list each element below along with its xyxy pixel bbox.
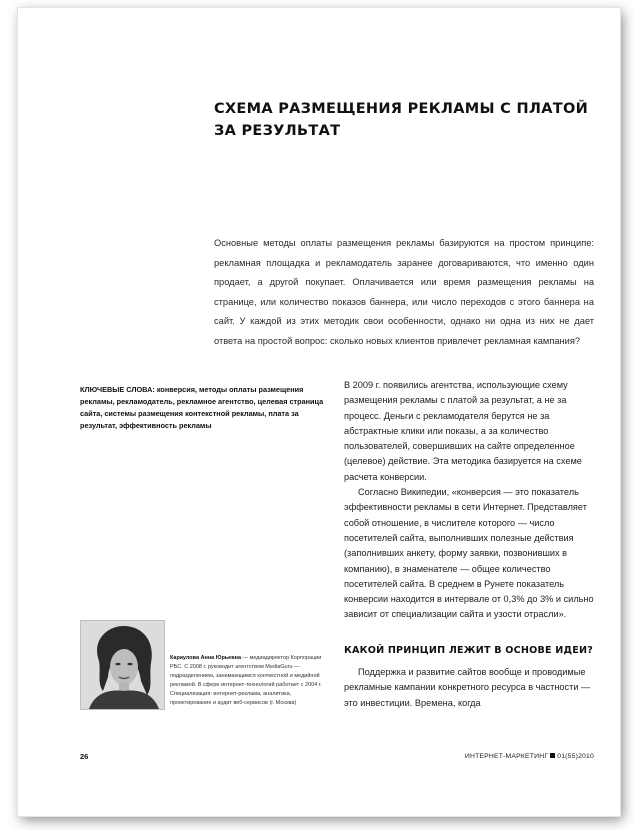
issue-number: 01(55)2010 — [557, 753, 594, 760]
body-paragraph-2: Согласно Википедии, «конверсия — это показатель эффективности рекламы в сети Интернет. Представляет собой отношение, в числителе которого — число посетителей сайта, выполнивших полезные действия (заполнивших анкету, форму заявки, позвонивших в компанию), в знаменателе — общее количество посетителей сайта. В среднем в Рунете показатель конверсии находится в интервале от 0,3% до 3% и сильно зависит от специализации сайта и узости отрасли». — [344, 487, 594, 620]
author-photo — [80, 620, 165, 710]
body-column — [344, 378, 594, 623]
author-bio-text: — медиадиректор Корпорации РБС. С 2008 г. руководит агентством MediaGuru — подразделением, занимающимся контекстной и медийной рекламой. В сфере интернет-технологий работает с 2004 г. Специализация: интернет-реклама, аналитика, проектирование и аудит веб-сервисов (г. Москва) — [170, 655, 322, 706]
magazine-page — [18, 8, 620, 816]
keywords-block: КЛЮЧЕВЫЕ СЛОВА: конверсия, методы оплаты размещения рекламы, рекламодатель, рекламное агентство, целевая страница сайта, системы размещения контекстной рекламы, плата за результат, эффективность рекламы — [80, 385, 324, 430]
author-bio — [170, 654, 330, 708]
article-title: СХЕМА РАЗМЕЩЕНИЯ РЕКЛАМЫ С ПЛАТОЙ ЗА РЕЗУЛЬТАТ — [214, 101, 589, 139]
page-number: 26 — [80, 752, 89, 761]
article-lead: Основные методы оплаты размещения рекламы базируются на простом принципе: рекламная площадка и рекламодатель заранее договариваются, что именно один продает, а другой покупает. Оплачивается или время размещения рекламы на странице, или количество показов баннера, или число переходов с этого баннера на сайт. У каждой из этих методик свои особенности, однако ни одна из них не дает ответа на простой вопрос: сколько новых клиентов привлечет рекламная кампания? — [214, 238, 594, 346]
author-name: Караулова Анна Юрьевна — [170, 655, 242, 661]
section-heading: КАКОЙ ПРИНЦИП ЛЕЖИТ В ОСНОВЕ ИДЕИ? — [344, 645, 593, 656]
body-paragraph-1: В 2009 г. появились агентства, использующие схему размещения рекламы с платой за результат, а не за процесс. Деньги с рекламодателя берутся не за абстрактные клики или показы, а за количество пользователей, совершивших на сайте определенное (целевое) действие. Эта методика базируется на схеме расчета конверсии. — [344, 380, 582, 482]
magazine-name: ИНТЕРНЕТ-МАРКЕТИНГ — [464, 753, 549, 760]
square-bullet-icon — [550, 753, 555, 758]
magazine-footer — [465, 753, 594, 760]
body-paragraph-3: Поддержка и развитие сайтов вообще и проводимые рекламные кампании конкретного ресурса в частности — это инвестиции. Времена, когда — [344, 667, 591, 708]
